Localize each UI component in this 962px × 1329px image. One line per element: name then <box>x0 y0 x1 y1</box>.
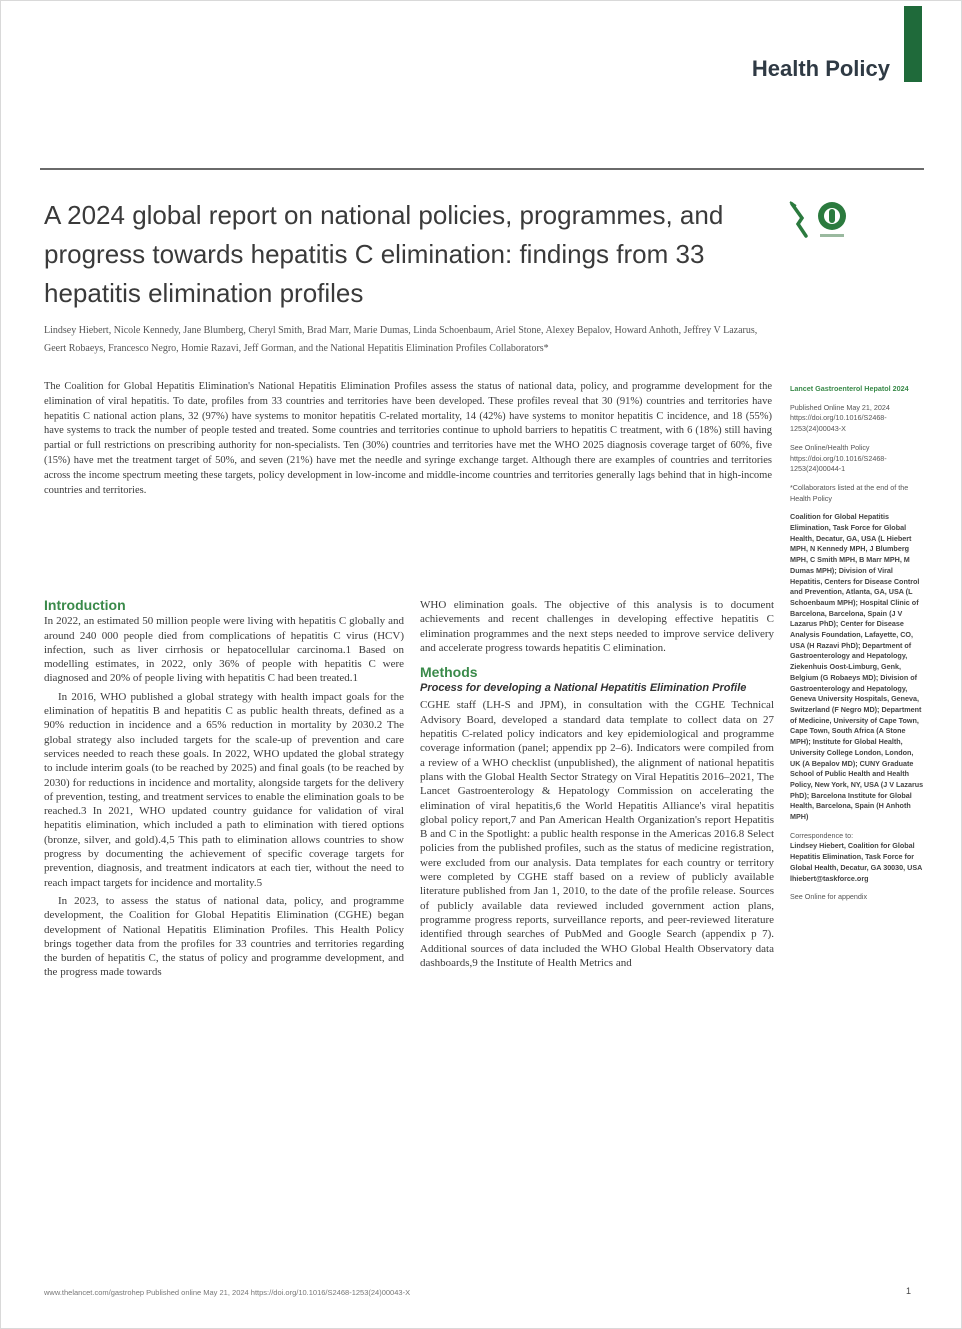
body-column-right <box>420 598 774 974</box>
abstract: The Coalition for Global Hepatitis Elimination's National Hepatitis Elimination Profiles assess the status of national data, policy, and programme development for the elimination of viral hepatitis. To date, profiles from 33 countries and territories have been developed. These profiles reveal that 30 (91%) countries and territories have hepatitis C national action plans, 32 (97%) have systems to monitor hepatitis C-related mortality, 14 (42%) have systems to monitor hepatitis C incidence, and 18 (55%) have systems to track the number of people tested and treated. Some countries and territories continue to uphold barriers to hepatitis C treatment, with 6 (18%) still having partial or full restrictions on prescribing authority for non-specialists. Ten (30%) countries and territories have met the WHO 2025 diagnosis coverage target of 60%, five (15%) have met the treatment target of 50%, and seven (21%) have met the needle and syringe exchange target. Although there are examples of countries and territories across the income spectrum meeting these targets, policy development in low-income and middle-income countries and territories generally lags behind that in high-income countries and territories. <box>44 381 772 496</box>
correspondence-details[interactable]: Lindsey Hiebert, Coalition for Global Hepatitis Elimination, Task Force for Global Health, Decatur, GA 30030, USA lhiebert@taskforce.org <box>790 841 923 883</box>
sidebar <box>790 384 924 911</box>
methods-heading: Methods <box>420 664 478 681</box>
article-title: A 2024 global report on national policies, programmes, and progress towards hepatitis C elimination: findings from 33 hepatitis elimination profiles <box>44 200 724 308</box>
methods-paragraph-1: CGHE staff (LH-S and JPM), in consultation with the CGHE Technical Advisory Board, developed a standard data template to collect data on 27 hepatitis C-related policy indicators and key epidemiological and programme coverage information (panel; appendix pp 2–6). Indicators were compiled from a review of a WHO checklist (unpublished), the alignment of national hepatitis plans with the Global Health Sector Strategy on Viral Hepatitis 2016–2021, The Lancet Gastroenterology & Hepatology Commission on accelerating the elimination of viral hepatitis,6 the World Hepatitis Alliance's viral hepatitis global policy report,7 and Pan American Health Organization's report Hepatitis B and C in the Spotlight: a public health response in the Americas 2016.8 Select policies from the published profiles, such as the status of medicine registration, were excluded from our analysis. Data templates for each country or territory were completed by CGHE staff based on a review of publicly available literature published from Jan 1, 2010, to the date of the profile release. Sources of publicly available data reviewed included government action plans, programme progress reports, surveillance reports, and peer-reviewed literature identified through searches of PubMed and Google Search (appendix p 7). Additional sources of data included the WHO Global Health Observatory data dashboards,9 the Institute of Health Metrics and <box>420 699 774 969</box>
correspondence-label: Correspondence to: <box>790 830 854 840</box>
body-column-left <box>44 598 404 984</box>
introduction-heading: Introduction <box>44 597 126 613</box>
journal-citation: Lancet Gastroenterol Hepatol 2024 <box>790 384 909 393</box>
footer-citation: www.thelancet.com/gastrohep Published online May 21, 2024 https://doi.org/10.1016/S2468-1253(24)00043-X <box>44 1288 411 1297</box>
journal-color-tab <box>904 6 922 82</box>
page-number: 1 <box>906 1286 912 1296</box>
article-badges <box>786 196 856 242</box>
methods-subheading: Process for developing a National Hepatitis Elimination Profile <box>420 682 747 695</box>
crossmark-icon <box>786 196 856 242</box>
section-label: Health Policy <box>751 56 890 81</box>
intro-paragraph-1: In 2022, an estimated 50 million people were living with hepatitis C globally and around 240 000 people died from complications of hepatitis C virus (HCV) infection, such as liver cirrhosis or hepatocellular carcinoma.1 Based on modelling estimates, in 2022, only 36% of people with hepatitis C were diagnosed and 20% of people living with hepatitis C had been treated.1 <box>44 615 404 685</box>
author-list: Lindsey Hiebert, Nicole Kennedy, Jane Blumberg, Cheryl Smith, Brad Marr, Marie Dumas, Linda Schoenbaum, Ariel Stone, Alexey Bepalov, Howard Anhoth, Jeffrey V Lazarus, Geert Robaeys, Francesco Negro, Homie Razavi, Jeff Gorman, and the National Hepatitis Elimination Profiles Collaborators* <box>44 325 758 354</box>
published-online[interactable]: Published Online May 21, 2024 https://doi.org/10.1016/S2468-1253(24)00043-X <box>790 402 890 434</box>
intro-paragraph-continued: WHO elimination goals. The objective of this analysis is to document achievements and recent challenges in developing effective hepatitis C elimination programmes and the next steps needed to improve service delivery and accelerate progress towards hepatitis C elimination. <box>420 599 774 654</box>
intro-paragraph-3: In 2023, to assess the status of national data, policy, and programme development, the Coalition for Global Hepatitis Elimination (CGHE) began development of National Hepatitis Elimination Profiles. This Health Policy brings together data from the profiles for 33 countries and territories regarding the burden of hepatitis C, the status of policy and programme development, and the progress made towards <box>44 894 404 979</box>
collaborators-note: *Collaborators listed at the end of the Health Policy <box>790 482 909 503</box>
affiliations: Coalition for Global Hepatitis Elimination, Task Force for Global Health, Decatur, GA, USA (L Hiebert MPH, N Kennedy MPH, J Blumberg MPH, C Smith MPH, B Marr MPH, M Dumas MPH); Division of Viral Hepatitis, Centers for Disease Control and Prevention, Atlanta, GA, USA (L Schoenbaum MPH); Hospital Clinic of Barcelona, Barcelona, Spain (J V Lazarus PhD); Center for Disease Analysis Foundation, Lafayette, CO, USA (H Razavi PhD); Department of Gastroenterology and Hepatology, Ziekenhuis Oost-Limburg, Genk, Belgium (G Robaeys MD); Division of Gastroenterology and Hepatology, Geneva University Hospitals, Geneva, Switzerland (F Negro MD); Department of Medicine, University of Cape Town, Cape Town, South Africa (A Stone MPH); Institute for Global Health, University College London, London, UK (A Bepalov MD); CUNY Graduate School of Public Health and Health Policy, New York, NY, USA (J V Lazarus PhD); Barcelona Institute for Global Health, Barcelona, Spain (H Anhoth MPH) <box>790 512 924 822</box>
intro-paragraph-2: In 2016, WHO published a global strategy with health impact goals for the elimination of hepatitis B and hepatitis C as public health threats, defined as a 90% reduction in incidence and a 65% reduction in mortality by 2030.2 The global strategy also included targets for the scale-up of prevention and care services needed to reach these goals. In 2022, WHO updated the global strategy to include interim goals (to be reached by 2025) and final goals (to be reached by 2030) for reductions in incidence and mortality, alongside targets for the delivery of prevention, testing, and treatment services to enable the elimination goals to be reached.3 In 2021, WHO updated country guidance for validation of viral hepatitis elimination, which included a path to elimination with tiered options (bronze, silver, and gold).4,5 This path to elimination allows countries to show progress by documenting the achievement of specific coverage targets for prevention, diagnosis, and treatment indicators at each tier, without the need to reach impact targets for incidence and mortality.5 <box>44 690 404 889</box>
header-rule <box>40 168 924 170</box>
supplementary-link[interactable]: See Online for appendix <box>790 892 868 902</box>
see-online-link[interactable]: See Online/Health Policy https://doi.org/10.1016/S2468-1253(24)00044-1 <box>790 442 887 474</box>
